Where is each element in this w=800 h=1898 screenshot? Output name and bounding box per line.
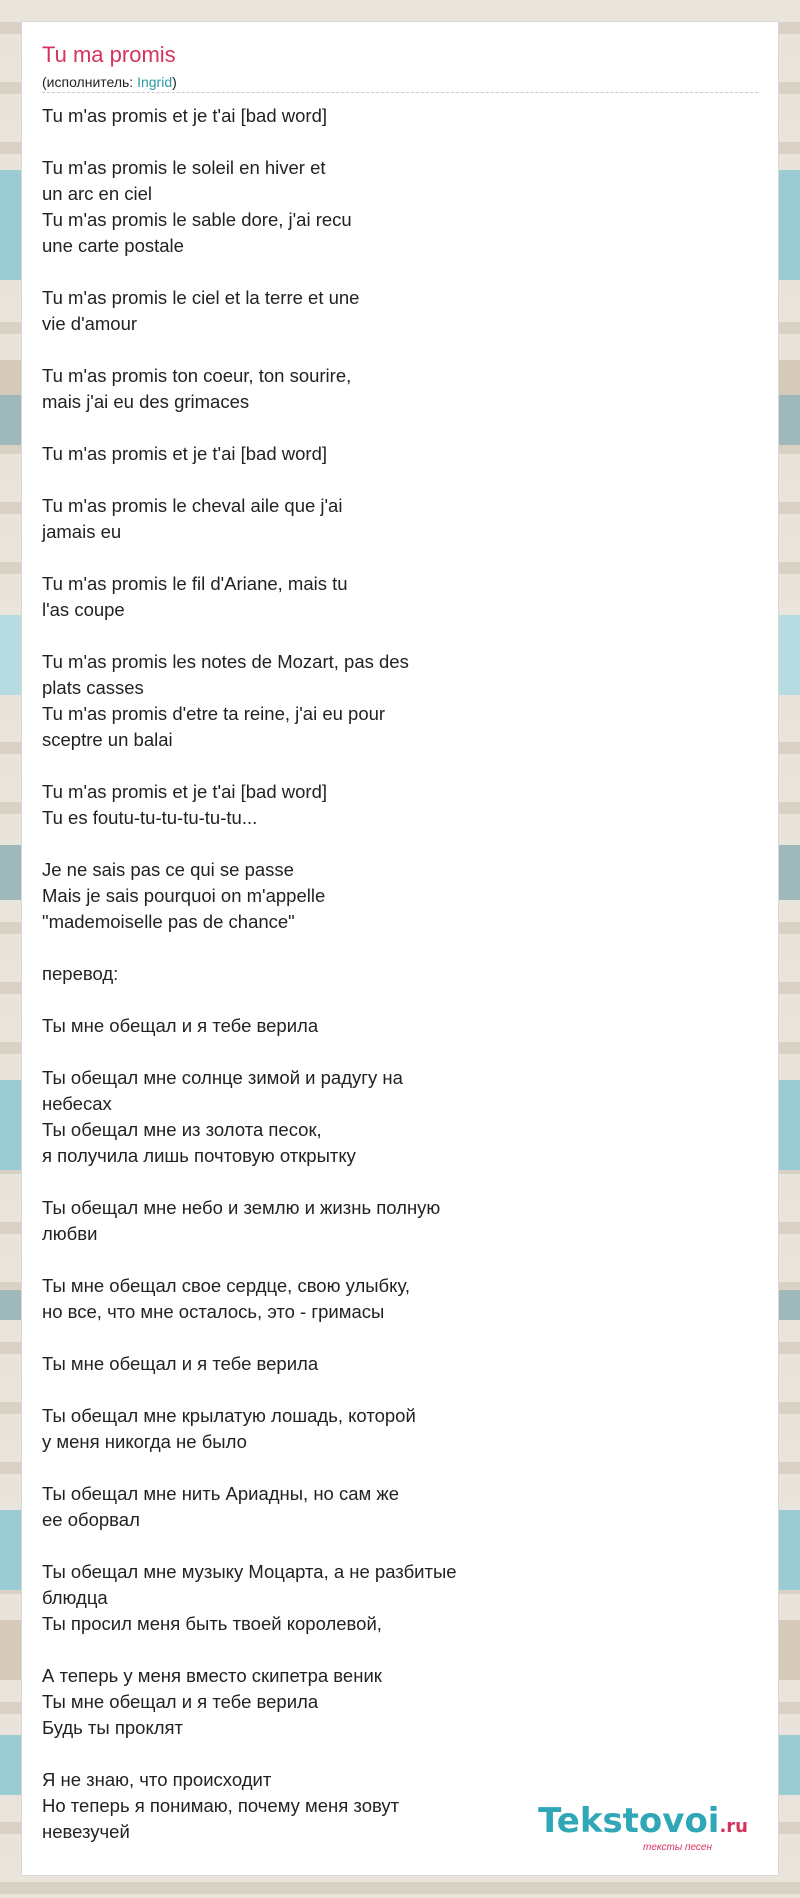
lyric-line: Tu m'as promis le sable dore, j'ai recu — [42, 209, 352, 230]
lyric-line: Tu m'as promis d'etre ta reine, j'ai eu pour — [42, 703, 386, 724]
lyric-line: у меня никогда не было — [42, 1431, 247, 1452]
lyric-line: ее оборвал — [42, 1509, 140, 1530]
lyric-line: Ты мне обещал свое сердце, свою улыбку, — [42, 1275, 410, 1296]
song-title: Tu ma promis — [42, 42, 176, 67]
title-divider — [42, 92, 758, 93]
lyric-line: я получила лишь почтовую открытку — [42, 1145, 356, 1166]
lyric-line — [42, 935, 742, 961]
lyric-line: любви — [42, 1223, 98, 1244]
lyric-line: Tu m'as promis le cheval aile que j'ai — [42, 495, 343, 516]
lyric-line: mais j'ai eu des grimaces — [42, 391, 250, 412]
lyric-line — [42, 1169, 742, 1195]
lyric-line: plats casses — [42, 677, 144, 698]
lyric-line — [42, 1533, 742, 1559]
lyric-line: Я не знаю, что происходит — [42, 1769, 272, 1790]
lyric-line — [42, 545, 742, 571]
lyric-line: Ты обещал мне небо и землю и жизнь полную — [42, 1197, 441, 1218]
lyric-line: Tu m'as promis et je t'ai [bad word] — [42, 781, 328, 802]
lyric-line — [42, 1325, 742, 1351]
lyric-line: Tu m'as promis et je t'ai [bad word] — [42, 105, 328, 126]
lyric-line: Ты обещал мне из золота песок, — [42, 1119, 322, 1140]
lyric-line: Ты мне обещал и я тебе верила — [42, 1353, 319, 1374]
lyric-line: но все, что мне осталось, это - гримасы — [42, 1301, 385, 1322]
lyric-line: блюдца — [42, 1587, 108, 1608]
lyric-line: невезучей — [42, 1821, 130, 1842]
lyric-line: Ты просил меня быть твоей королевой, — [42, 1613, 382, 1634]
lyric-line — [42, 623, 742, 649]
lyrics-text — [42, 103, 742, 1845]
artist-link[interactable]: Ingrid — [137, 74, 173, 90]
lyric-line: Будь ты проклят — [42, 1717, 184, 1738]
lyric-line: Но теперь я понимаю, почему меня зовут — [42, 1795, 400, 1816]
lyric-line — [42, 1455, 742, 1481]
artist-line — [42, 74, 177, 90]
logo-name: Tekstovoi — [538, 1801, 720, 1841]
lyric-line: Ты обещал мне нить Ариадны, но сам же — [42, 1483, 400, 1504]
lyrics-card — [22, 22, 778, 1875]
lyric-line: "mademoiselle pas de chance" — [42, 911, 295, 932]
lyric-line — [42, 987, 742, 1013]
site-logo[interactable] — [538, 1801, 748, 1853]
lyric-line — [42, 1637, 742, 1663]
lyric-line: Mais je sais pourquoi on m'appelle — [42, 885, 326, 906]
artist-prefix: (исполнитель: — [42, 74, 138, 90]
lyric-line: перевод: — [42, 963, 119, 984]
lyric-line: А теперь у меня вместо скипетра веник — [42, 1665, 382, 1686]
lyric-line: Ты обещал мне солнце зимой и радугу на — [42, 1067, 403, 1088]
logo-tld: .ru — [719, 1816, 748, 1837]
lyric-line: Ты мне обещал и я тебе верила — [42, 1691, 319, 1712]
lyric-line — [42, 753, 742, 779]
lyric-line — [42, 1247, 742, 1273]
lyric-line: Je ne sais pas ce qui se passe — [42, 859, 294, 880]
lyric-line: Tu m'as promis le fil d'Ariane, mais tu — [42, 573, 348, 594]
logo-tagline: тексты песен — [643, 1842, 712, 1853]
lyric-line — [42, 1039, 742, 1065]
lyric-line: un arc en ciel — [42, 183, 153, 204]
lyric-line — [42, 831, 742, 857]
lyric-line: vie d'amour — [42, 313, 138, 334]
lyric-line — [42, 259, 742, 285]
lyric-line: jamais eu — [42, 521, 122, 542]
lyric-line — [42, 337, 742, 363]
artist-suffix: ) — [172, 74, 177, 90]
lyric-line: Tu m'as promis et je t'ai [bad word] — [42, 443, 328, 464]
logo-wordmark — [538, 1801, 748, 1844]
lyric-line: sceptre un balai — [42, 729, 173, 750]
lyric-line: Tu m'as promis les notes de Mozart, pas des — [42, 651, 409, 672]
lyric-line: небесах — [42, 1093, 112, 1114]
lyric-line: Tu m'as promis ton coeur, ton sourire, — [42, 365, 352, 386]
lyric-line: Tu es foutu-tu-tu-tu-tu-tu... — [42, 807, 258, 828]
lyric-line: Ты мне обещал и я тебе верила — [42, 1015, 319, 1036]
lyric-line — [42, 1377, 742, 1403]
lyric-line — [42, 1741, 742, 1767]
lyric-line: Tu m'as promis le ciel et la terre et une — [42, 287, 360, 308]
lyric-line: Tu m'as promis le soleil en hiver et — [42, 157, 326, 178]
lyric-line: l'as coupe — [42, 599, 125, 620]
lyric-line — [42, 415, 742, 441]
lyric-line — [42, 129, 742, 155]
lyric-line: Ты обещал мне крылатую лошадь, которой — [42, 1405, 416, 1426]
lyric-line: une carte postale — [42, 235, 184, 256]
lyric-line — [42, 467, 742, 493]
lyric-line: Ты обещал мне музыку Моцарта, а не разбитые — [42, 1561, 457, 1582]
